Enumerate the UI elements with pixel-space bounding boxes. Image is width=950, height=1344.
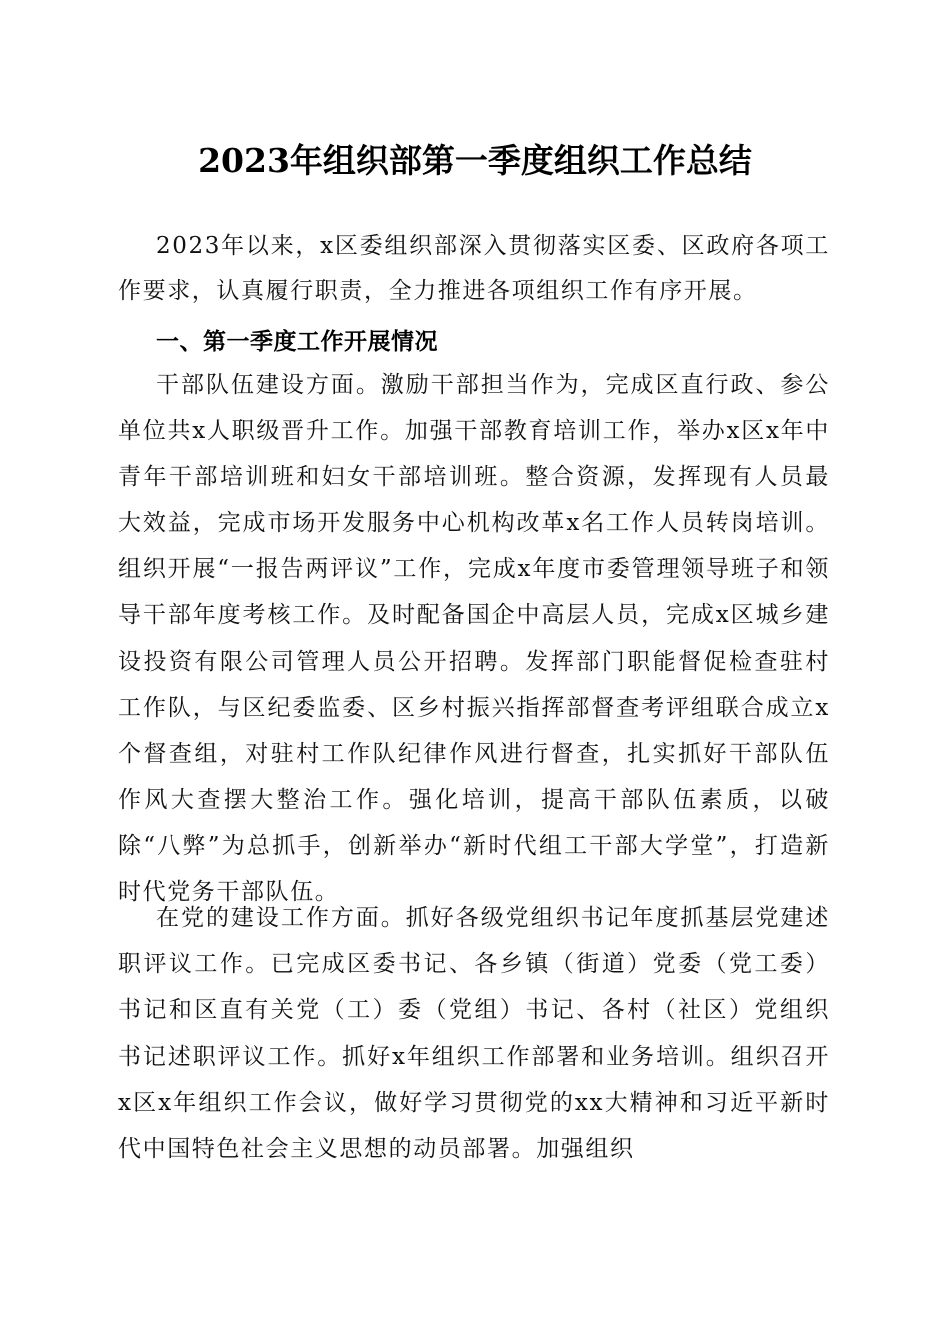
section-heading: 一、第一季度工作开展情况 bbox=[156, 329, 438, 355]
party-building-paragraph: 在党的建设工作方面。抓好各级党组织书记年度抓基层党建述职评议工作。已完成区委书记、各乡镇（街道）党委（党工委）书记和区直有关党（工）委（党组）书记、各村（社区）党组织书记述职评议工作。抓好x年组织工作部署和业务培训。组织召开x区x年组织工作会议，做好学习贯彻党的xx大精神和习近平新时代中国特色社会主义思想的动员部署。加强组织 bbox=[118, 905, 830, 1163]
intro-paragraph: 2023年以来，x区委组织部深入贯彻落实区委、区政府各项工作要求，认真履行职责，全力推进各项组织工作有序开展。 bbox=[118, 233, 830, 304]
document-title: 2023年组织部第一季度组织工作总结 bbox=[198, 141, 752, 180]
cadre-team-paragraph: 干部队伍建设方面。激励干部担当作为，完成区直行政、参公单位共x人职级晋升工作。加强干部教育培训工作，举办x区x年中青年干部培训班和妇女干部培训班。整合资源，发挥现有人员最大效益，完成市场开发服务中心机构改革x名工作人员转岗培训。组织开展“一报告两评议”工作，完成x年度市委管理领导班子和领导干部年度考核工作。及时配备国企中高层人员，完成x区城乡建设投资有限公司管理人员公开招聘。发挥部门职能督促检查驻村工作队，与区纪委监委、区乡村振兴指挥部督查考评组联合成立x个督查组，对驻村工作队纪律作风进行督查，扎实抓好干部队伍作风大查摆大整治工作。强化培训，提高干部队伍素质，以破除“八弊”为总抓手，创新举办“新时代组工干部大学堂”，打造新时代党务干部队伍。 bbox=[118, 372, 830, 906]
